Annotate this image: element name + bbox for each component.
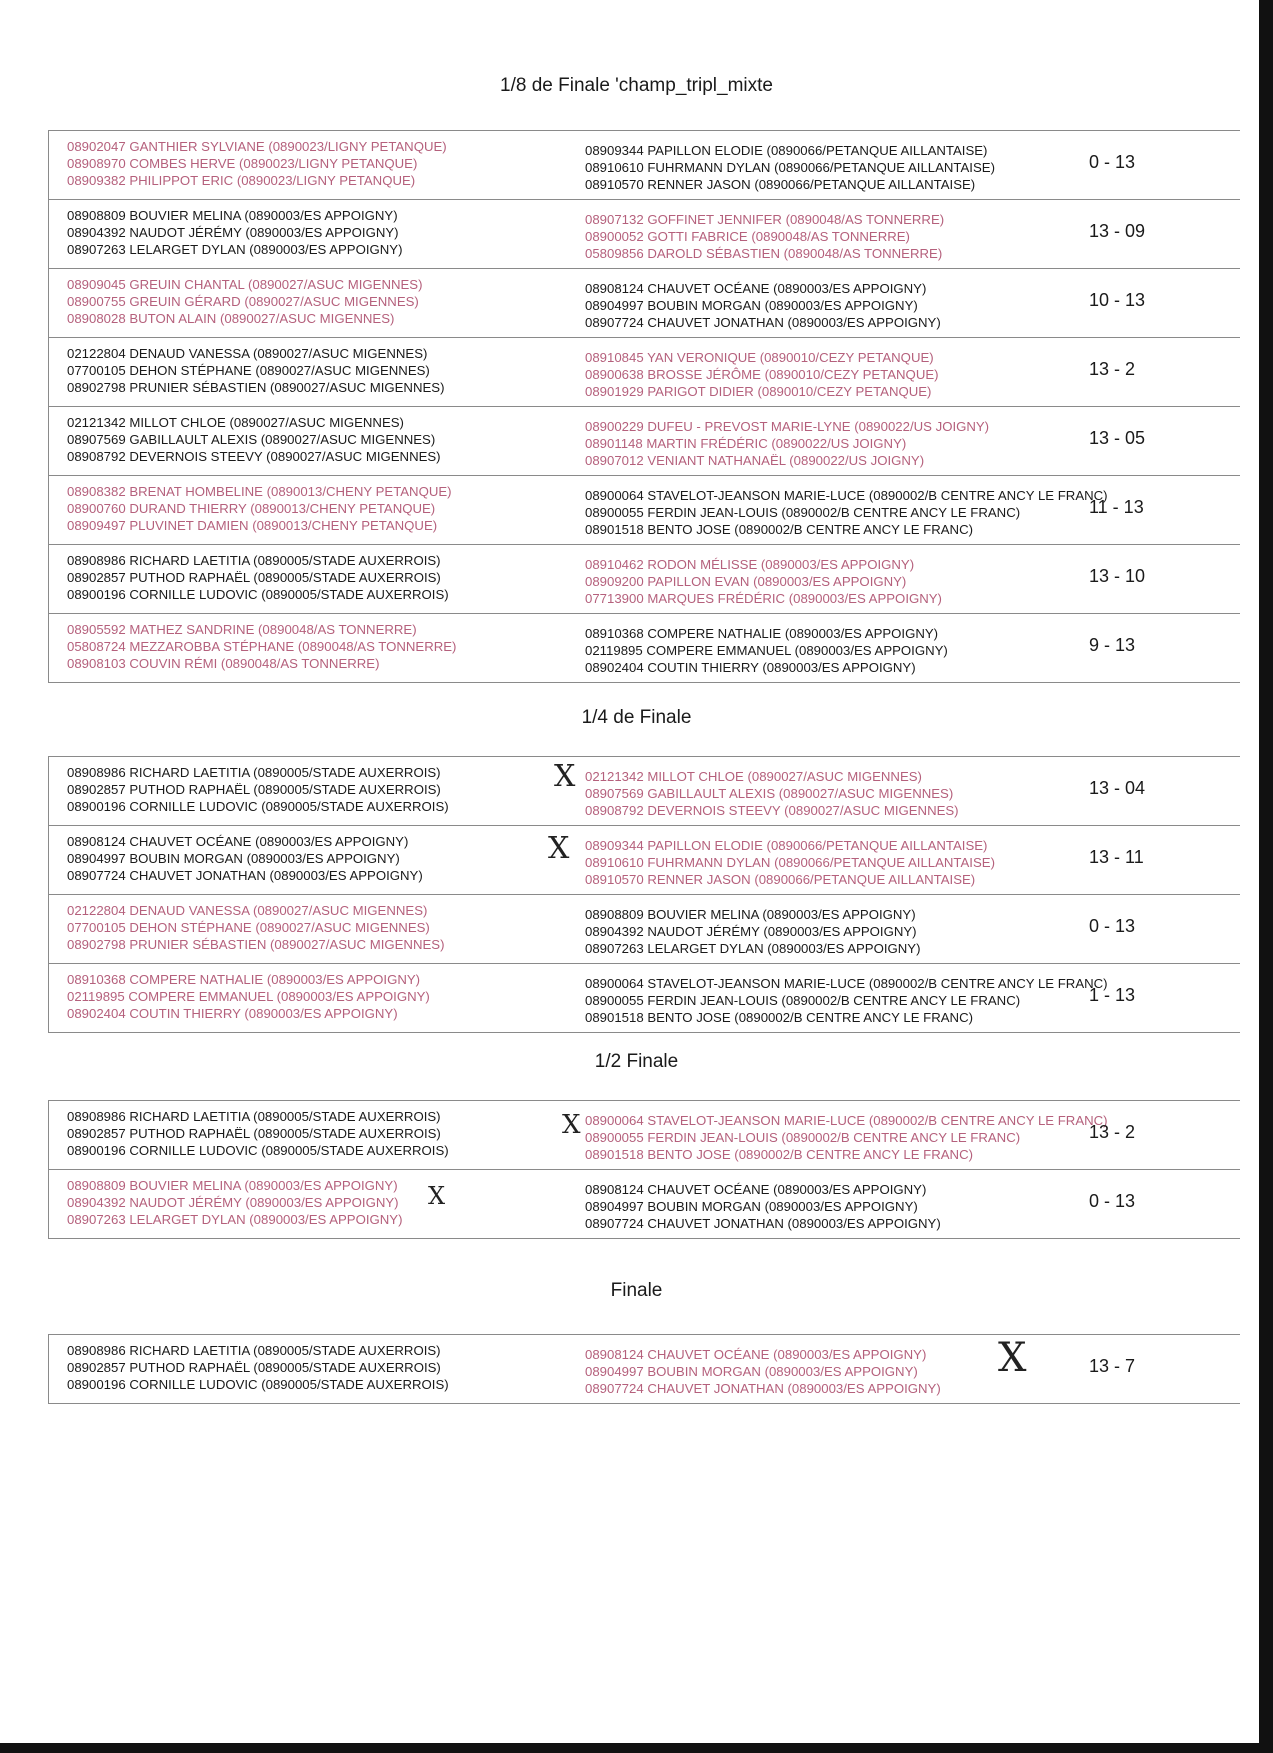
player-entry: 02119895 COMPERE EMMANUEL (0890003/ES APPOIGNY) (585, 643, 948, 658)
team-right-winner (585, 906, 921, 957)
handwritten-x-mark: X (428, 1182, 446, 1210)
player-entry: 08910368 COMPERE NATHALIE (0890003/ES APPOIGNY) (585, 626, 939, 641)
player-entry: 08910570 RENNER JASON (0890066/PETANQUE AILLANTAISE) (585, 872, 976, 887)
match-score: 0 - 13 (1089, 916, 1136, 936)
player-entry: 08908986 RICHARD LAETITIA (0890005/STADE AUXERROIS) (67, 1343, 441, 1358)
team-right-winner (585, 280, 941, 331)
player-entry: 07700105 DEHON STÉPHANE (0890027/ASUC MIGENNES) (67, 920, 430, 935)
team-right-loser (585, 768, 959, 819)
match-row (48, 131, 1240, 200)
player-entry: 08901929 PARIGOT DIDIER (0890010/CEZY PETANQUE) (585, 384, 932, 399)
player-entry: 08904997 BOUBIN MORGAN (0890003/ES APPOIGNY) (67, 851, 400, 866)
team-left-winner (67, 833, 423, 884)
player-entry: 08900638 BROSSE JÉRÔME (0890010/CEZY PETANQUE) (585, 367, 939, 382)
player-entry: 08908986 RICHARD LAETITIA (0890005/STADE AUXERROIS) (67, 1109, 441, 1124)
player-entry: 08910462 RODON MÉLISSE (0890003/ES APPOIGNY) (585, 557, 915, 572)
player-entry: 08907569 GABILLAULT ALEXIS (0890027/ASUC MIGENNES) (67, 432, 436, 447)
handwritten-x-mark: X (554, 759, 576, 794)
player-entry: 08900055 FERDIN JEAN-LOUIS (0890002/B CENTRE ANCY LE FRANC) (585, 993, 1021, 1008)
player-entry: 08907263 LELARGET DYLAN (0890003/ES APPOIGNY) (585, 941, 921, 956)
player-entry: 08904997 BOUBIN MORGAN (0890003/ES APPOIGNY) (585, 1199, 918, 1214)
player-entry: 08907724 CHAUVET JONATHAN (0890003/ES APPOIGNY) (67, 868, 423, 883)
player-entry: 08910610 FUHRMANN DYLAN (0890066/PETANQUE AILLANTAISE) (585, 855, 995, 870)
player-entry: 08904997 BOUBIN MORGAN (0890003/ES APPOIGNY) (585, 1364, 918, 1379)
player-entry: 08907263 LELARGET DYLAN (0890003/ES APPOIGNY) (67, 1212, 403, 1227)
player-entry: 08908124 CHAUVET OCÉANE (0890003/ES APPOIGNY) (585, 1347, 927, 1362)
team-left-winner (67, 1342, 449, 1393)
player-entry: 08907724 CHAUVET JONATHAN (0890003/ES APPOIGNY) (585, 315, 941, 330)
player-entry: 08902047 GANTHIER SYLVIANE (0890023/LIGNY PETANQUE) (67, 139, 447, 154)
match-row (48, 964, 1240, 1032)
match-row (48, 545, 1240, 614)
player-entry: 08908986 RICHARD LAETITIA (0890005/STADE AUXERROIS) (67, 553, 441, 568)
player-entry: 08900755 GREUIN GÉRARD (0890027/ASUC MIGENNES) (67, 294, 419, 309)
player-entry: 08908792 DEVERNOIS STEEVY (0890027/ASUC MIGENNES) (585, 803, 959, 818)
team-left-winner (67, 552, 449, 603)
team-right-winner (585, 487, 1108, 538)
player-entry: 08904997 BOUBIN MORGAN (0890003/ES APPOIGNY) (585, 298, 918, 313)
player-entry: 08908970 COMBES HERVE (0890023/LIGNY PETANQUE) (67, 156, 418, 171)
team-right-loser (585, 211, 944, 262)
player-entry: 08910368 COMPERE NATHALIE (0890003/ES APPOIGNY) (67, 972, 421, 987)
match-score: 1 - 13 (1089, 985, 1136, 1005)
player-entry: 08900196 CORNILLE LUDOVIC (0890005/STADE AUXERROIS) (67, 799, 449, 814)
player-entry: 02121342 MILLOT CHLOE (0890027/ASUC MIGENNES) (67, 415, 404, 430)
player-entry: 08909382 PHILIPPOT ERIC (0890023/LIGNY PETANQUE) (67, 173, 416, 188)
team-left-loser (67, 902, 444, 953)
player-entry: 08910845 YAN VERONIQUE (0890010/CEZY PETANQUE) (585, 350, 934, 365)
player-entry: 02122804 DENAUD VANESSA (0890027/ASUC MIGENNES) (67, 903, 428, 918)
player-entry: 07700105 DEHON STÉPHANE (0890027/ASUC MIGENNES) (67, 363, 430, 378)
player-entry: 08901518 BENTO JOSE (0890002/B CENTRE ANCY LE FRANC) (585, 1010, 973, 1025)
match-block-quarter-final (48, 756, 1240, 1033)
player-entry: 08910610 FUHRMANN DYLAN (0890066/PETANQUE AILLANTAISE) (585, 160, 995, 175)
player-entry: 08900055 FERDIN JEAN-LOUIS (0890002/B CENTRE ANCY LE FRANC) (585, 505, 1021, 520)
player-entry: 08900064 STAVELOT-JEANSON MARIE-LUCE (0890002/B CENTRE ANCY LE FRANC) (585, 488, 1108, 503)
match-score: 9 - 13 (1089, 635, 1136, 655)
team-right-loser (585, 418, 989, 469)
player-entry: 08905592 MATHEZ SANDRINE (0890048/AS TONNERRE) (67, 622, 417, 637)
player-entry: 08902798 PRUNIER SÉBASTIEN (0890027/ASUC MIGENNES) (67, 937, 445, 952)
match-row (48, 826, 1240, 895)
team-left-winner (67, 345, 444, 396)
player-entry: 08904392 NAUDOT JÉRÉMY (0890003/ES APPOIGNY) (67, 225, 399, 240)
team-right-winner (585, 1181, 941, 1232)
scan-edge-bottom (0, 1743, 1273, 1753)
team-left-loser (67, 1177, 403, 1228)
match-score: 13 - 11 (1089, 847, 1144, 867)
player-entry: 08909045 GREUIN CHANTAL (0890027/ASUC MIGENNES) (67, 277, 423, 292)
match-block-semi-final (48, 1100, 1240, 1239)
player-entry: 08909344 PAPILLON ELODIE (0890066/PETANQUE AILLANTAISE) (585, 143, 988, 158)
team-right-winner (585, 975, 1108, 1026)
match-row (48, 200, 1240, 269)
match-score: 10 - 13 (1089, 290, 1146, 310)
player-entry: 08908124 CHAUVET OCÉANE (0890003/ES APPOIGNY) (585, 1182, 927, 1197)
match-block-eighth-final (48, 130, 1240, 683)
match-score: 13 - 7 (1089, 1356, 1136, 1376)
player-entry: 08907724 CHAUVET JONATHAN (0890003/ES APPOIGNY) (585, 1381, 941, 1396)
match-row (48, 1170, 1240, 1238)
match-row (48, 338, 1240, 407)
handwritten-x-mark: X (998, 1335, 1027, 1381)
team-left-loser (67, 138, 447, 189)
player-entry: 08907724 CHAUVET JONATHAN (0890003/ES APPOIGNY) (585, 1216, 941, 1231)
player-entry: 08900229 DUFEU - PREVOST MARIE-LYNE (0890022/US JOIGNY) (585, 419, 990, 434)
team-left-winner (67, 414, 441, 465)
player-entry: 02119895 COMPERE EMMANUEL (0890003/ES APPOIGNY) (67, 989, 430, 1004)
match-row (48, 407, 1240, 476)
player-entry: 08900064 STAVELOT-JEANSON MARIE-LUCE (0890002/B CENTRE ANCY LE FRANC) (585, 976, 1108, 991)
player-entry: 08900196 CORNILLE LUDOVIC (0890005/STADE AUXERROIS) (67, 1377, 449, 1392)
player-entry: 08904392 NAUDOT JÉRÉMY (0890003/ES APPOIGNY) (67, 1195, 399, 1210)
match-block-final (48, 1334, 1240, 1404)
match-score: 11 - 13 (1089, 497, 1144, 517)
match-row (48, 1101, 1240, 1170)
player-entry: 08907569 GABILLAULT ALEXIS (0890027/ASUC MIGENNES) (585, 786, 954, 801)
player-entry: 08908986 RICHARD LAETITIA (0890005/STADE AUXERROIS) (67, 765, 441, 780)
player-entry: 08908809 BOUVIER MELINA (0890003/ES APPOIGNY) (585, 907, 916, 922)
player-entry: 08908792 DEVERNOIS STEEVY (0890027/ASUC MIGENNES) (67, 449, 441, 464)
player-entry: 08900064 STAVELOT-JEANSON MARIE-LUCE (0890002/B CENTRE ANCY LE FRANC) (585, 1113, 1108, 1128)
player-entry: 08902857 PUTHOD RAPHAËL (0890005/STADE AUXERROIS) (67, 1126, 441, 1141)
handwritten-x-mark: X (548, 831, 570, 866)
player-entry: 08910570 RENNER JASON (0890066/PETANQUE AILLANTAISE) (585, 177, 976, 192)
section-title-eighth-final: 1/8 de Finale 'champ_tripl_mixte (500, 75, 773, 96)
player-entry: 02121342 MILLOT CHLOE (0890027/ASUC MIGENNES) (585, 769, 922, 784)
player-entry: 08900055 FERDIN JEAN-LOUIS (0890002/B CENTRE ANCY LE FRANC) (585, 1130, 1021, 1145)
handwritten-x-mark: X (562, 1110, 581, 1140)
player-entry: 08909344 PAPILLON ELODIE (0890066/PETANQUE AILLANTAISE) (585, 838, 988, 853)
team-right-loser (585, 556, 942, 607)
player-entry: 08908809 BOUVIER MELINA (0890003/ES APPOIGNY) (67, 208, 398, 223)
player-entry: 08900760 DURAND THIERRY (0890013/CHENY PETANQUE) (67, 501, 436, 516)
match-row (48, 476, 1240, 545)
match-score: 0 - 13 (1089, 152, 1136, 172)
player-entry: 08902857 PUTHOD RAPHAËL (0890005/STADE AUXERROIS) (67, 782, 441, 797)
team-left-loser (67, 621, 456, 672)
team-right-loser (585, 349, 939, 400)
match-row (48, 757, 1240, 826)
match-score: 13 - 10 (1089, 566, 1146, 586)
team-left-loser (67, 971, 430, 1022)
team-left-winner (67, 207, 403, 258)
player-entry: 08908028 BUTON ALAIN (0890027/ASUC MIGENNES) (67, 311, 395, 326)
team-left-loser (67, 276, 422, 327)
player-entry: 08908124 CHAUVET OCÉANE (0890003/ES APPOIGNY) (585, 281, 927, 296)
player-entry: 08908103 COUVIN RÉMI (0890048/AS TONNERRE) (67, 656, 380, 671)
team-right-loser (585, 1346, 941, 1397)
match-score: 13 - 09 (1089, 221, 1146, 241)
player-entry: 08907012 VENIANT NATHANAËL (0890022/US JOIGNY) (585, 453, 925, 468)
player-entry: 08901518 BENTO JOSE (0890002/B CENTRE ANCY LE FRANC) (585, 1147, 973, 1162)
player-entry: 08909497 PLUVINET DAMIEN (0890013/CHENY PETANQUE) (67, 518, 438, 533)
player-entry: 08907132 GOFFINET JENNIFER (0890048/AS TONNERRE) (585, 212, 945, 227)
match-row (48, 895, 1240, 964)
team-right-winner (585, 142, 995, 193)
player-entry: 08902404 COUTIN THIERRY (0890003/ES APPOIGNY) (585, 660, 916, 675)
player-entry: 08909200 PAPILLON EVAN (0890003/ES APPOIGNY) (585, 574, 907, 589)
team-right-loser (585, 837, 995, 888)
player-entry: 08900196 CORNILLE LUDOVIC (0890005/STADE AUXERROIS) (67, 1143, 449, 1158)
player-entry: 08901518 BENTO JOSE (0890002/B CENTRE ANCY LE FRANC) (585, 522, 973, 537)
match-score: 13 - 2 (1089, 359, 1136, 379)
match-score: 0 - 13 (1089, 1191, 1136, 1211)
section-title-final: Finale (610, 1280, 663, 1301)
player-entry: 07713900 MARQUES FRÉDÉRIC (0890003/ES APPOIGNY) (585, 591, 942, 606)
match-row (48, 614, 1240, 682)
player-entry: 08904392 NAUDOT JÉRÉMY (0890003/ES APPOIGNY) (585, 924, 917, 939)
player-entry: 08901148 MARTIN FRÉDÉRIC (0890022/US JOIGNY) (585, 436, 907, 451)
player-entry: 05809856 DAROLD SÉBASTIEN (0890048/AS TONNERRE) (585, 246, 943, 261)
team-left-loser (67, 483, 452, 534)
player-entry: 08900052 GOTTI FABRICE (0890048/AS TONNERRE) (585, 229, 910, 244)
scan-edge-right (1259, 0, 1273, 1753)
match-score: 13 - 2 (1089, 1122, 1136, 1142)
section-title-semi-final: 1/2 Finale (594, 1051, 679, 1072)
player-entry: 08900196 CORNILLE LUDOVIC (0890005/STADE AUXERROIS) (67, 587, 449, 602)
player-entry: 08902798 PRUNIER SÉBASTIEN (0890027/ASUC MIGENNES) (67, 380, 445, 395)
match-score: 13 - 04 (1089, 778, 1146, 798)
player-entry: 08902404 COUTIN THIERRY (0890003/ES APPOIGNY) (67, 1006, 398, 1021)
team-right-winner (585, 625, 948, 676)
team-right-loser (585, 1112, 1108, 1163)
player-entry: 08908124 CHAUVET OCÉANE (0890003/ES APPOIGNY) (67, 834, 409, 849)
player-entry: 08902857 PUTHOD RAPHAËL (0890005/STADE AUXERROIS) (67, 1360, 441, 1375)
match-row (48, 1335, 1240, 1403)
player-entry: 08902857 PUTHOD RAPHAËL (0890005/STADE AUXERROIS) (67, 570, 441, 585)
player-entry: 02122804 DENAUD VANESSA (0890027/ASUC MIGENNES) (67, 346, 428, 361)
player-entry: 05808724 MEZZAROBBA STÉPHANE (0890048/AS TONNERRE) (67, 639, 457, 654)
team-left-winner (67, 764, 449, 815)
player-entry: 08907263 LELARGET DYLAN (0890003/ES APPOIGNY) (67, 242, 403, 257)
player-entry: 08908382 BRENAT HOMBELINE (0890013/CHENY PETANQUE) (67, 484, 452, 499)
match-row (48, 269, 1240, 338)
section-title-quarter-final: 1/4 de Finale (581, 707, 692, 728)
match-score: 13 - 05 (1089, 428, 1146, 448)
player-entry: 08908809 BOUVIER MELINA (0890003/ES APPOIGNY) (67, 1178, 398, 1193)
team-left-winner (67, 1108, 449, 1159)
